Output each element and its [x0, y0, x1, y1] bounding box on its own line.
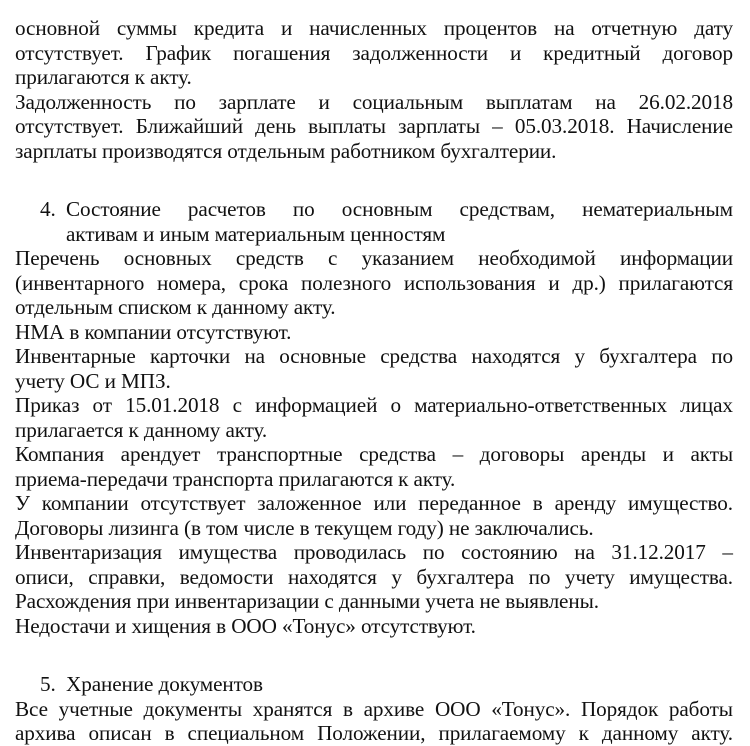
word: находятся: [471, 344, 561, 368]
word: в: [342, 696, 353, 721]
word: хранятся: [252, 696, 333, 721]
word: учетные: [58, 696, 133, 721]
word: переданное: [418, 491, 521, 515]
word: основной: [15, 16, 100, 40]
word: основные: [279, 344, 366, 368]
section-4-heading: [15, 197, 733, 246]
word: на: [595, 89, 616, 114]
paragraph-order: [15, 393, 733, 442]
text-line: Договоры лизинга (в том числе в текущем году) не заключались.: [15, 515, 594, 540]
text-line: приема-передачи транспорта прилагаются к акту.: [15, 466, 456, 491]
word: по: [174, 89, 196, 114]
word: Порядок: [580, 696, 659, 721]
text-line: [15, 246, 733, 271]
word: основных: [123, 246, 212, 270]
word: договор: [662, 40, 733, 65]
word: арендует: [120, 442, 201, 466]
paragraph-fixed-assets-list: [15, 246, 733, 320]
word: и: [548, 270, 560, 295]
word: имущество.: [627, 491, 733, 515]
word: компании: [41, 491, 129, 515]
word: состоянию: [461, 540, 558, 564]
word: –: [492, 114, 503, 138]
word: задолженности: [352, 40, 488, 65]
section-title-line: Хранение документов: [66, 672, 263, 696]
word: ведомости: [179, 564, 274, 589]
text-line: [15, 442, 733, 467]
word: учету: [564, 564, 615, 589]
word: архиве: [363, 696, 425, 721]
word: материально-ответственных: [414, 393, 667, 417]
word: с: [232, 393, 242, 417]
word: ООО: [434, 696, 481, 721]
word: зарплате: [218, 89, 296, 114]
word: 31.12.2017: [611, 540, 706, 564]
word: –: [452, 442, 464, 466]
word: по: [528, 564, 551, 589]
word: средств: [235, 246, 304, 270]
paragraph-inventory-check: [15, 540, 733, 589]
word: прилагаются: [618, 270, 733, 295]
word: описан: [88, 721, 152, 745]
text-line: отдельным списком к данному акту.: [15, 295, 336, 319]
word: кредитный: [543, 40, 641, 65]
section-number: 5.: [40, 672, 56, 696]
word: Ближайший: [135, 114, 243, 138]
word: Состояние: [66, 197, 161, 221]
word: (инвентарного: [15, 270, 145, 295]
word: отсутствует.: [15, 114, 124, 138]
word: о: [390, 393, 401, 417]
word: зарплаты: [398, 114, 480, 138]
word: аренду: [554, 491, 617, 515]
spacer: [15, 163, 733, 197]
word: нематериальным: [582, 197, 733, 221]
word: выплаты: [308, 114, 386, 138]
section-number: 4.: [40, 197, 56, 221]
text-line: [15, 697, 733, 722]
paragraph-vehicle-lease: [15, 442, 733, 491]
word: акты: [690, 442, 733, 466]
word: бухгалтера: [599, 344, 697, 368]
word: и: [318, 89, 330, 114]
paragraph-pledged-property: [15, 491, 733, 516]
word: и: [509, 40, 522, 65]
word: Задолженность: [15, 89, 152, 114]
text-line: [15, 565, 733, 590]
word: бухгалтера: [416, 564, 515, 589]
word: в: [532, 491, 543, 515]
word: по: [422, 540, 445, 564]
word: карточки: [149, 344, 231, 368]
word: прилагаемому: [438, 721, 566, 745]
paragraph-salary-debt: [15, 90, 733, 164]
word: день: [255, 114, 296, 138]
text-line: зарплаты производятся отдельным работником бухгалтерии.: [15, 138, 557, 163]
word: др.): [572, 270, 606, 295]
paragraph-inventory-cards: [15, 344, 733, 393]
word: Приказ: [15, 393, 80, 417]
word: архива: [15, 721, 76, 745]
paragraph-leasing: [15, 516, 733, 541]
word: 15.01.2018: [125, 393, 220, 417]
word: отсутствует: [140, 491, 246, 515]
word: 05.03.2018.: [514, 114, 615, 138]
word: по: [711, 344, 733, 368]
word: Перечень: [15, 246, 100, 270]
word: у: [391, 564, 402, 589]
word: начисленных: [309, 16, 427, 40]
word: кредита: [193, 16, 265, 40]
word: полезного: [301, 270, 392, 295]
section-title-line: активам и иным материальным ценностям: [66, 221, 446, 246]
word: имущества.: [629, 564, 733, 589]
word: использования: [403, 270, 536, 295]
text-line: [15, 491, 733, 516]
word: выплатам: [485, 89, 573, 114]
text-line: [15, 271, 733, 296]
section-5-heading: [15, 672, 733, 697]
word: необходимой: [478, 246, 596, 270]
text-line: Недостачи и хищения в ООО «Тонус» отсутствуют.: [15, 613, 476, 638]
word: социальным: [352, 89, 464, 114]
word: средствам,: [459, 197, 555, 221]
word: Инвентаризация: [15, 540, 162, 564]
word: процентов: [443, 16, 538, 40]
word: с: [328, 246, 338, 270]
word: на: [574, 540, 595, 564]
word: информацией: [255, 393, 378, 417]
word: описи,: [15, 564, 74, 589]
word: на: [553, 16, 575, 40]
word: отчетную: [591, 16, 678, 40]
word: акту.: [691, 721, 733, 745]
word: номера,: [157, 270, 226, 295]
section-title-line: [66, 197, 733, 222]
word: находятся: [287, 564, 377, 589]
word: указанием: [361, 246, 454, 270]
word: работы: [668, 696, 733, 721]
text-line: Расхождения при инвентаризации с данными учета не выявлены.: [15, 589, 599, 613]
word: договоры: [479, 442, 565, 466]
paragraph-shortages: [15, 614, 733, 639]
word: у: [574, 344, 585, 368]
word: в: [164, 721, 175, 745]
text-line: [15, 393, 733, 418]
word: или: [373, 491, 407, 515]
word: расчетов: [187, 197, 266, 221]
text-line: [15, 344, 733, 369]
text-line: [15, 90, 733, 115]
paragraph-discrepancies: [15, 589, 733, 614]
word: суммы: [116, 16, 177, 40]
word: на: [244, 344, 265, 368]
word: основным: [341, 197, 433, 221]
word: документы: [143, 696, 242, 721]
word: и: [281, 16, 293, 40]
word: от: [92, 393, 112, 417]
word: информации: [620, 246, 733, 270]
word: данному: [601, 721, 679, 745]
text-line: прилагаются к акту.: [15, 65, 192, 89]
word: по: [292, 197, 315, 221]
document-page: [15, 16, 733, 746]
word: 26.02.2018: [638, 89, 733, 114]
word: Положении,: [317, 721, 426, 745]
word: имущества: [178, 540, 278, 564]
text-line: учету ОС и МПЗ.: [15, 368, 171, 393]
paragraph-archive: [15, 697, 733, 746]
word: Начисление: [626, 114, 733, 138]
word: «Тонус».: [491, 696, 571, 721]
word: лицах: [680, 393, 733, 417]
word: и: [662, 442, 674, 466]
word: срока: [238, 270, 289, 295]
word: У: [15, 491, 30, 515]
spacer: [15, 638, 733, 672]
word: погашения: [233, 40, 331, 65]
word: проводилась: [293, 540, 407, 564]
text-line: [15, 41, 733, 66]
text-line: НМА в компании отсутствуют.: [15, 319, 292, 344]
word: отсутствует.: [15, 40, 124, 65]
word: средства: [380, 344, 458, 368]
paragraph-intangibles: [15, 320, 733, 345]
text-line: [15, 114, 733, 139]
word: к: [578, 721, 589, 745]
word: аренды: [580, 442, 647, 466]
word: специальном: [187, 721, 305, 745]
word: средства: [359, 442, 436, 466]
word: Инвентарные: [15, 344, 136, 368]
word: Компания: [15, 442, 105, 466]
text-line: [15, 540, 733, 565]
word: дату: [694, 16, 733, 40]
text-line: прилагается к данному акту.: [15, 417, 268, 442]
paragraph-loan-debt: [15, 16, 733, 90]
word: заложенное: [257, 491, 362, 515]
text-line: [15, 16, 733, 41]
word: Все: [15, 696, 48, 721]
word: –: [722, 540, 733, 564]
word: справки,: [88, 564, 166, 589]
text-line: [15, 721, 733, 746]
word: транспортные: [216, 442, 343, 466]
word: График: [145, 40, 212, 65]
